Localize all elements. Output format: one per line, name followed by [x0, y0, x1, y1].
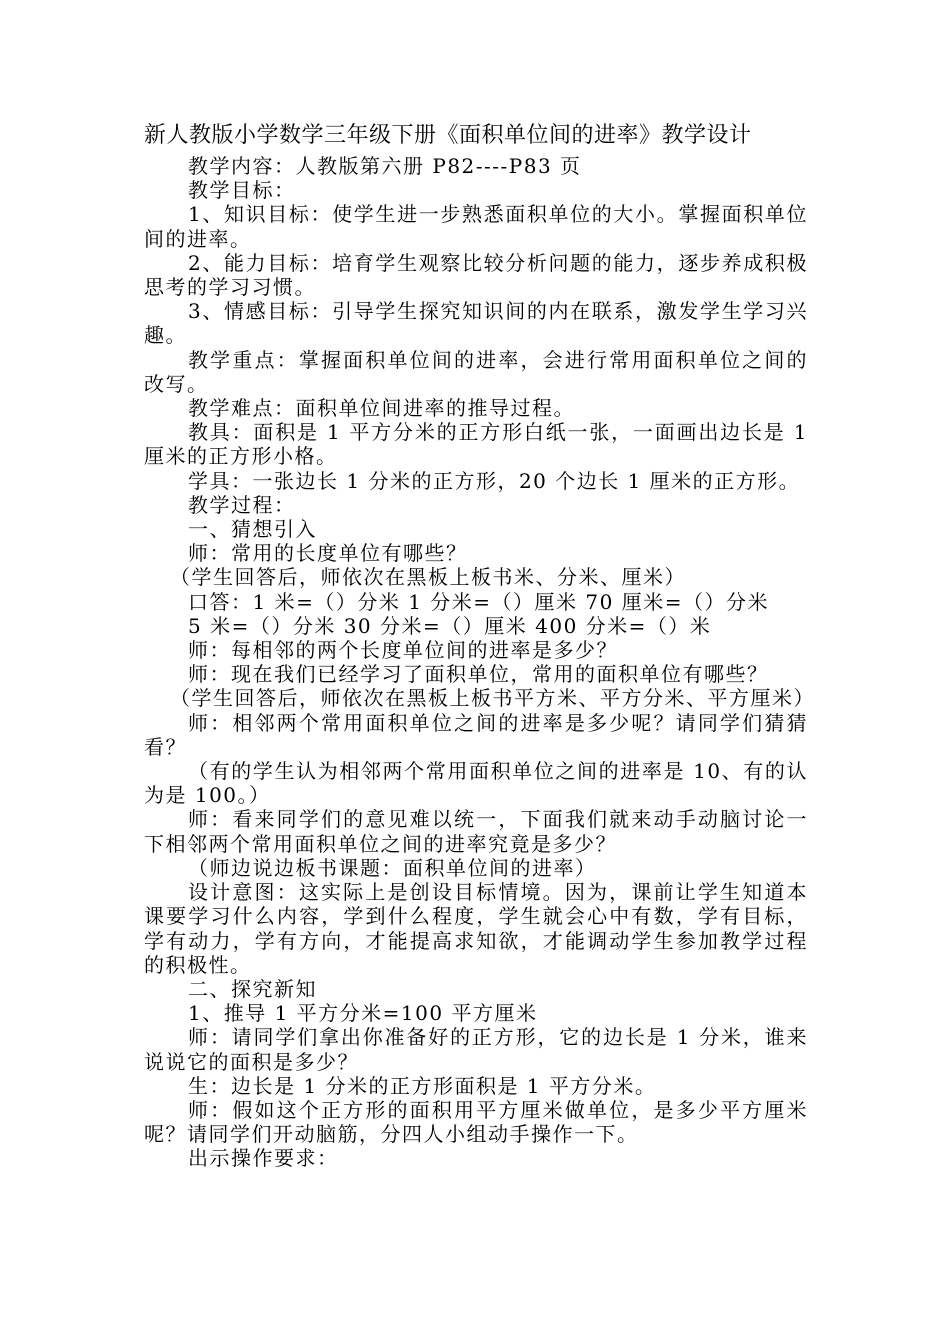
paragraph-operation-requirements: 出示操作要求：	[188, 1146, 339, 1171]
paragraph-student-guesses: （有的学生认为相邻两个常用面积单位之间的进率是 10、有的认为是 100。）	[144, 759, 808, 808]
paragraph-oral-answer-2: 5 米=（）分米 30 分米=（）厘米 400 分米=（）米	[188, 613, 712, 638]
section-heading-guess: 一、猜想引入	[188, 517, 317, 542]
paragraph-ability-goal: 2、能力目标：培育学生观察比较分析问题的能力，逐步养成积极思考的学习习惯。	[144, 250, 808, 300]
paragraph-teacher-square: 师：请同学们拿出你准备好的正方形，它的边长是 1 分米，谁来说说它的面积是多少？	[144, 1025, 808, 1074]
document-page	[144, 118, 815, 1171]
paragraph-board-area-units: （学生回答后，师依次在黑板上板书平方米、平方分米、平方厘米）	[170, 686, 815, 711]
paragraph-derive-heading: 1、推导 1 平方分米=100 平方厘米	[188, 1001, 538, 1026]
paragraph-emotion-goal: 3、情感目标：引导学生探究知识间的内在联系，激发学生学习兴趣。	[144, 299, 808, 348]
paragraph-board-topic: （师边说边板书课题：面积单位间的进率）	[188, 855, 597, 880]
paragraph-teacher-group-work: 师：假如这个正方形的面积用平方厘米做单位，是多少平方厘米呢？请同学们开动脑筋，分四人小组动手操作一下。	[144, 1097, 808, 1147]
paragraph-teaching-content: 教学内容：人教版第六册 P82----P83 页	[188, 154, 582, 178]
paragraph-oral-answer-1: 口答：1 米=（）分米 1 分米=（）厘米 70 厘米=（）分米	[188, 589, 769, 614]
paragraph-teacher-area-units: 师：现在我们已经学习了面积单位，常用的面积单位有哪些？	[188, 662, 769, 687]
paragraph-design-intent: 设计意图：这实际上是创设目标情境。因为，课前让学生知道本课要学习什么内容，学到什么程度，学生就会心中有数，学有目标，学有动力，学有方向，才能提高求知欲，才能调动学生参加教学过程的积极性。	[144, 880, 808, 977]
document-title: 新人教版小学数学三年级下册《面积单位间的进率》教学设计	[144, 123, 752, 148]
paragraph-teacher-question-length: 师：常用的长度单位有哪些？	[188, 541, 468, 566]
paragraph-difficulty: 教学难点：面积单位间进率的推导过程。	[188, 396, 575, 421]
paragraph-teacher-guess: 师：相邻两个常用面积单位之间的进率是多少呢？请同学们猜猜看？	[144, 710, 808, 759]
paragraph-key-point: 教学重点：掌握面积单位间的进率，会进行常用面积单位之间的改写。	[144, 347, 808, 396]
paragraph-teaching-aids: 教具：面积是 1 平方分米的正方形白纸一张，一面画出边长是 1 厘米的正方形小格。	[144, 420, 808, 469]
paragraph-student-answer: 生：边长是 1 分米的正方形面积是 1 平方分米。	[188, 1073, 657, 1098]
paragraph-teaching-goals-heading: 教学目标：	[188, 178, 296, 203]
paragraph-teacher-rate-question: 师：每相邻的两个长度单位间的进率是多少？	[188, 638, 618, 663]
paragraph-student-aids: 学具：一张边长 1 分米的正方形，20 个边长 1 厘米的正方形。	[188, 468, 801, 493]
section-heading-explore: 二、探究新知	[188, 976, 317, 1001]
paragraph-board-length-units: （学生回答后，师依次在黑板上板书米、分米、厘米）	[170, 565, 686, 590]
paragraph-process-heading: 教学过程：	[188, 492, 296, 517]
paragraph-knowledge-goal: 1、知识目标：使学生进一步熟悉面积单位的大小。掌握面积单位间的进率。	[144, 202, 808, 251]
paragraph-teacher-discussion: 师：看来同学们的意见难以统一，下面我们就来动手动脑讨论一下相邻两个常用面积单位之间的进率究竟是多少？	[144, 807, 808, 856]
